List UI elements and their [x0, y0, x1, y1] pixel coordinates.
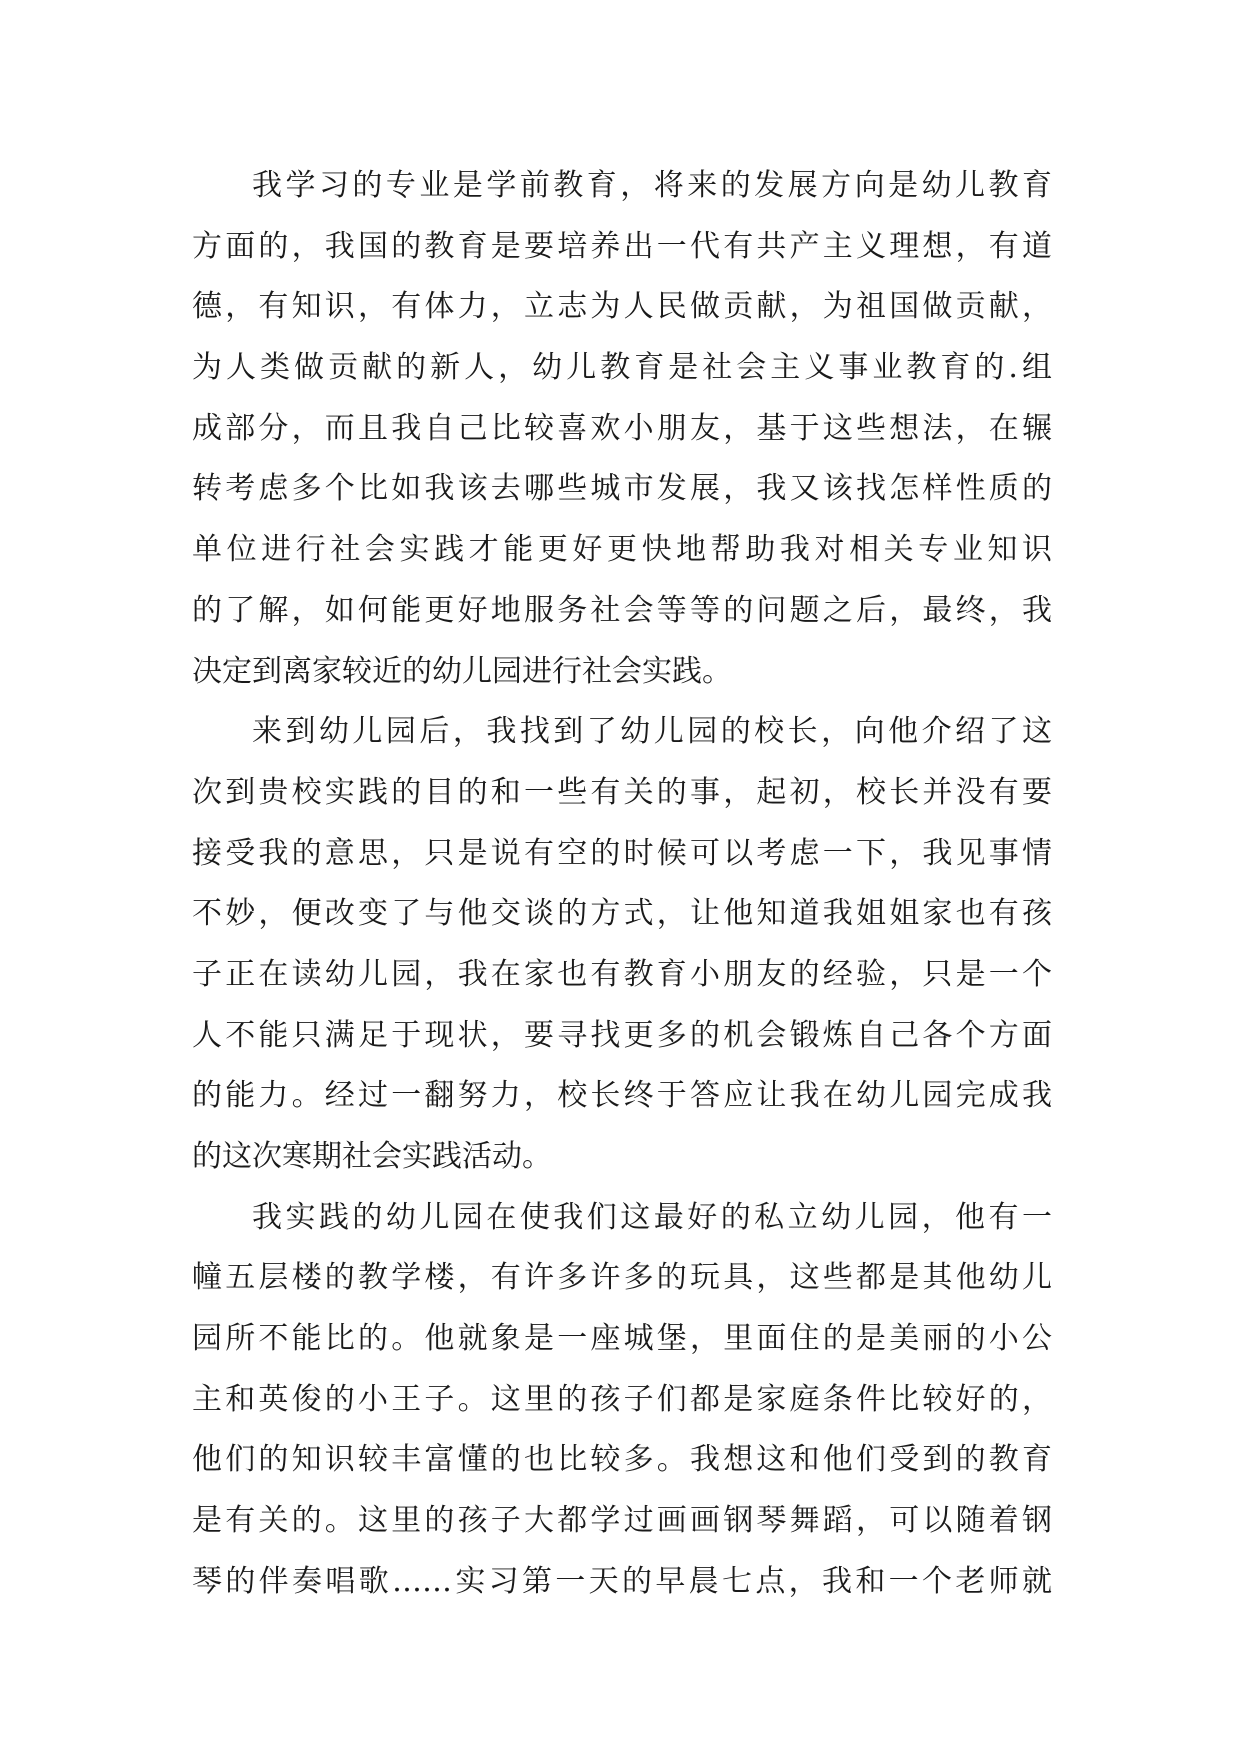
paragraph-1-line-2: 方面的，我国的教育是要培养出一代有共产主义理想，有道	[192, 228, 1052, 264]
paragraph-1-line-1: 我学习的专业是学前教育，将来的发展方向是幼儿教育	[252, 168, 1052, 203]
paragraph-1-line-9: 决定到离家较近的幼儿园进行社会实践。	[192, 653, 732, 689]
paragraph-1-line-4: 为人类做贡献的新人，幼儿教育是社会主义事业教育的.组	[192, 350, 1052, 386]
paragraph-3-line-7: 琴的伴奏唱歌……实习第一天的早晨七点，我和一个老师就	[192, 1563, 1052, 1599]
paragraph-2-line-8: 的这次寒期社会实践活动。	[192, 1139, 552, 1174]
body-text	[192, 156, 1052, 1613]
paragraph-2-line-3: 接受我的意思，只是说有空的时候可以考虑一下，我见事情	[192, 835, 1052, 871]
paragraph-1-line-6: 转考虑多个比如我该去哪些城市发展，我又该找怎样性质的	[192, 471, 1052, 507]
paragraph-2-line-2: 次到贵校实践的目的和一些有关的事，起初，校长并没有要	[192, 774, 1052, 810]
paragraph-3-line-1: 我实践的幼儿园在使我们这最好的私立幼儿园，他有一	[252, 1199, 1052, 1235]
paragraph-2-line-5: 子正在读幼儿园，我在家也有教育小朋友的经验，只是一个	[192, 956, 1052, 992]
paragraph-3-line-3: 园所不能比的。他就象是一座城堡，里面住的是美丽的小公	[192, 1321, 1052, 1357]
paragraph-1-line-7: 单位进行社会实践才能更好更快地帮助我对相关专业知识	[192, 532, 1052, 568]
paragraph-3-line-4: 主和英俊的小王子。这里的孩子们都是家庭条件比较好的，	[192, 1381, 1052, 1417]
paragraph-2-line-4: 不妙，便改变了与他交谈的方式，让他知道我姐姐家也有孩	[192, 896, 1052, 932]
paragraph-1-line-8: 的了解，如何能更好地服务社会等等的问题之后，最终，我	[192, 592, 1052, 628]
paragraph-3-line-2: 幢五层楼的教学楼，有许多许多的玩具，这些都是其他幼儿	[192, 1260, 1052, 1296]
paragraph-2-line-7: 的能力。经过一翻努力，校长终于答应让我在幼儿园完成我	[192, 1078, 1052, 1114]
paragraph-1-line-3: 德，有知识，有体力，立志为人民做贡献，为祖国做贡献，	[192, 289, 1052, 325]
paragraph-3-line-5: 他们的知识较丰富懂的也比较多。我想这和他们受到的教育	[192, 1442, 1052, 1478]
paragraph-2-line-6: 人不能只满足于现状，要寻找更多的机会锻炼自己各个方面	[192, 1017, 1052, 1053]
paragraph-3-line-6: 是有关的。这里的孩子大都学过画画钢琴舞蹈，可以随着钢	[192, 1503, 1052, 1539]
paragraph-1-line-5: 成部分，而且我自己比较喜欢小朋友，基于这些想法，在辗	[192, 410, 1052, 446]
paragraph-2-line-1: 来到幼儿园后，我找到了幼儿园的校长，向他介绍了这	[252, 714, 1052, 750]
